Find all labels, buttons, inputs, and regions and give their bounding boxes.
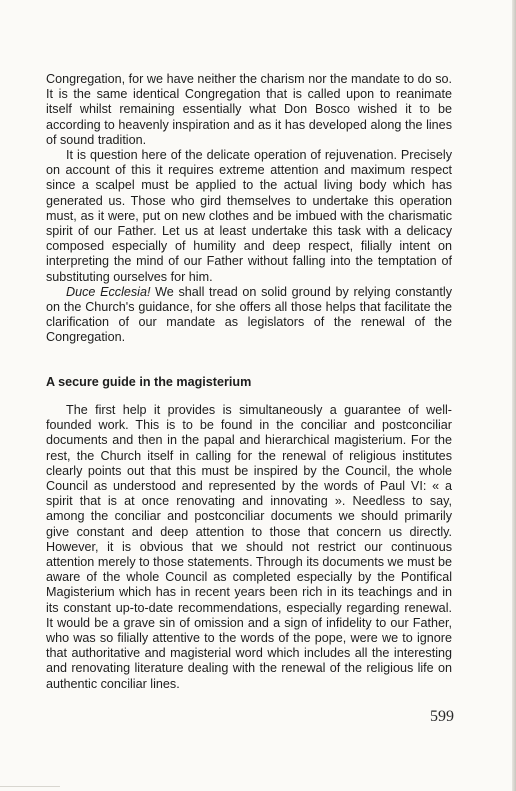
paragraph-duce-ecclesia-text: We shall tread on solid ground by relying constantly on the Church's guidance, for she offers all those helps that facilitate the clarification of our mandate as legislators of the renewal of the Congregation. — [46, 284, 452, 345]
paragraph-congregation: Congregation, for we have neither the charism nor the mandate to do so. It is the same identical Congregation that is called upon to reanimate itself whilst remaining essentially what Don Bosco wished it to be according to heavenly inspiration and as it has developed along the lines of sound tradition. — [46, 72, 452, 147]
paragraph-rejuvenation: It is question here of the delicate operation of rejuvenation. Precisely on account of this it requires extreme attention and maximum respect since a scalpel must be applied to the actual living body which has generated us. Those who gird themselves to undertake this operation must, as it were, put on new clothes and be imbued with the charismatic spirit of our Father. Let us at least undertake this task with a delicacy composed especially of humility and deep respect, filially intent on interpreting the mind of our Father without falling into the temptation of substituting ourselves for him. — [46, 148, 452, 284]
body-section-1 — [46, 72, 452, 346]
page-number: 599 — [430, 708, 454, 725]
paragraph-duce-ecclesia — [46, 285, 452, 346]
page-edge-mark — [0, 786, 60, 787]
body-section-2 — [46, 403, 452, 692]
paragraph-first-help: The first help it provides is simultaneously a guarantee of well-founded work. This is to be found in the conciliar and postconciliar documents and then in the papal and hierarchical magisterium. For the rest, the Church itself in calling for the renewal of religious institutes clearly points out that this must be inspired by the Council, the whole Council as understood and represented by the words of Paul VI: « a spirit that is at once renovating and innovating ». Needless to say, among the conciliar and postconciliar documents we should primarily give constant and deep attention to those that concern us directly. However, it is obvious that we should not restrict our continuous attention merely to those statements. Through its documents we must be aware of the whole Council as completed especially by the Pontifical Magisterium which has in recent years been rich in its teachings and in its constant up-to-date recommendations, especially regarding renewal. It would be a grave sin of omission and a sign of infidelity to our Father, who was so filially attentive to the words of the pope, were we to ignore that authoritative and magisterial word which includes all the interesting and renovating literature dealing with the renewal of the religious life on authentic conciliar lines. — [46, 403, 452, 691]
section-heading: A secure guide in the magisterium — [46, 375, 252, 389]
page-binding-edge — [512, 0, 516, 791]
italic-lead: Duce Ecclesia! — [66, 284, 151, 299]
